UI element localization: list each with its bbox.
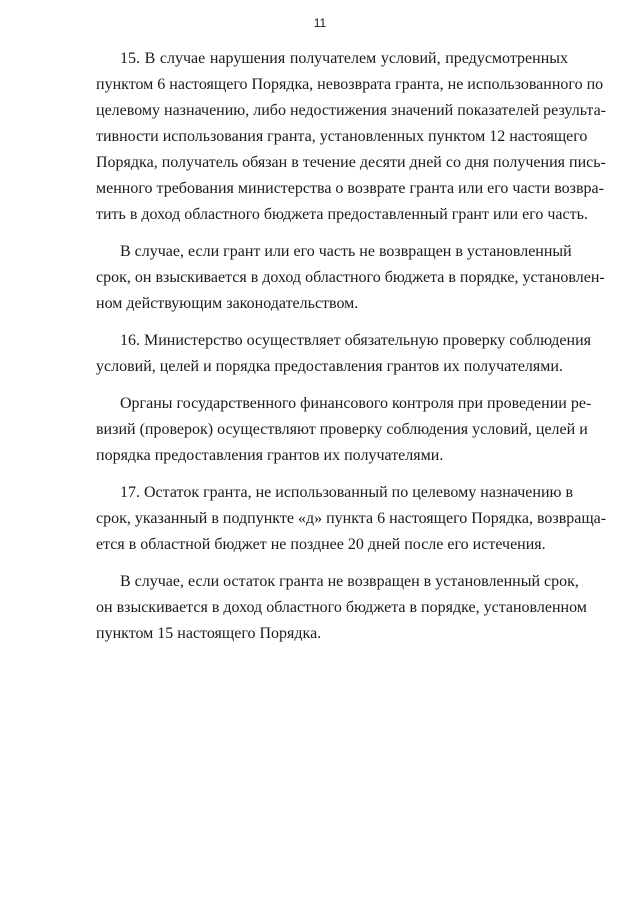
text-line: порядка предоставления грантов их получателями. [96, 447, 444, 464]
text-line: тить в доход областного бюджета предоставленный грант или его часть. [96, 206, 588, 223]
text-line: он взыскивается в доход областного бюджета в порядке, установленном [96, 599, 587, 616]
paragraph-17-recovery [96, 569, 587, 647]
text-line: визий (проверок) осуществляют проверку соблюдения условий, целей и [96, 421, 588, 438]
text-line: срок, указанный в подпункте «д» пункта 6 настоящего Порядка, возвраща- [96, 510, 607, 527]
page-number: 11 [313, 16, 327, 30]
text-line: ном действующим законодательством. [96, 295, 359, 312]
paragraph-17 [96, 480, 607, 558]
text-line: ется в областной бюджет не позднее 20 дней после его истечения. [96, 536, 546, 553]
paragraph-15 [96, 46, 607, 228]
text-line: Порядка, получатель обязан в течение десяти дней со дня получения пись- [96, 154, 606, 171]
text-line: 16. Министерство осуществляет обязательную проверку соблюдения [120, 332, 591, 349]
text-line: менного требования министерства о возврате гранта или его части возвра- [96, 180, 604, 197]
text-line: тивности использования гранта, установленных пунктом 12 настоящего [96, 128, 588, 145]
document-body [96, 46, 607, 658]
text-line: 15. В случае нарушения получателем условий, предусмотренных [120, 50, 568, 67]
text-line: пунктом 6 настоящего Порядка, невозврата гранта, не использованного по [96, 76, 604, 93]
text-line: В случае, если остаток гранта не возвращен в установленный срок, [120, 573, 579, 590]
paragraph-15-return-deadline [96, 239, 605, 317]
paragraph-16-financial-control [96, 391, 592, 469]
text-line: В случае, если грант или его часть не возвращен в установленный [120, 243, 572, 260]
text-line: условий, целей и порядка предоставления грантов их получателями. [96, 358, 563, 375]
text-line: пунктом 15 настоящего Порядка. [96, 625, 322, 642]
text-line: Органы государственного финансового контроля при проведении ре- [120, 395, 592, 412]
text-line: срок, он взыскивается в доход областного бюджета в порядке, установлен- [96, 269, 605, 286]
paragraph-16 [96, 328, 591, 380]
text-line: целевому назначению, либо недостижения значений показателей результа- [96, 102, 607, 119]
text-line: 17. Остаток гранта, не использованный по целевому назначению в [120, 484, 574, 501]
